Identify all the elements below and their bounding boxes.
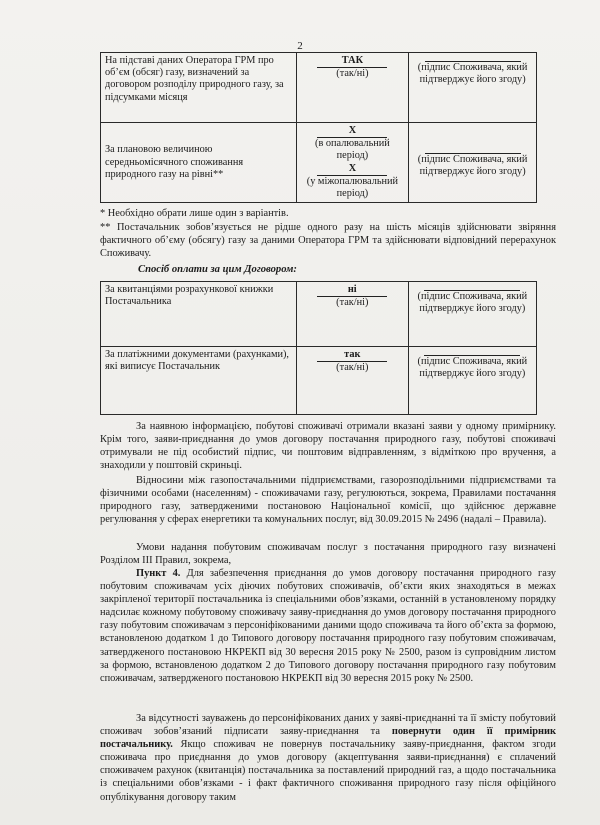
acceptance-text-continued: Якщо споживач не повернув постачальнику заяву-приєднання, фактом згоди споживача про приєднання до умов договору (акцептування заяви-приєднання) є сплачений споживачем рахунок (квитанція) постачальника за поставлений природний газ, а щодо постачальника із спеціальними обов’язками - і факт фактичного споживання природного газу після офіційного опублікування договору таким [100, 739, 556, 803]
table-row [101, 347, 537, 415]
answer-value: ТАК [317, 55, 387, 68]
paragraph-clause-4 [100, 567, 556, 685]
clause-number: Пункт 4. [136, 568, 181, 579]
answer-cell [296, 53, 409, 123]
acceptance-text: За відсутності зауважень до персоніфікованих даних у заяві-приєднанні та її змісту побутовий споживач зобов’язаний підписати заяву-приєднання та [100, 713, 556, 738]
paragraph-conditions: Умови надання побутовим споживачам послуг з постачання природного газу визначені Розділом ІІІ Правил, зокрема, [100, 542, 556, 567]
answer-hint: (в опалювальний період) [315, 138, 390, 162]
option-label: За квитанціями розрахункової книжки Постачальника [101, 282, 297, 347]
footnote-1: * Необхідно обрати лише один з варіантів. [100, 208, 289, 219]
payment-method-table [100, 281, 537, 415]
signature-hint: (підпис Споживача, який підтверджує його згоду) [417, 62, 528, 86]
answer-hint: (так/ні) [336, 68, 369, 80]
signature-hint: (підпис Споживача, який підтверджує його згоду) [417, 356, 528, 380]
answer-cell [296, 347, 408, 415]
table-row [101, 53, 537, 123]
payment-heading: Спосіб оплати за цим Договором: [138, 264, 297, 275]
option-label: На підставі даних Оператора ГРМ про об’єм (обсяг) газу, визначений за договором розподілу природного газу, за підсумками місяця [101, 53, 297, 123]
answer-value: Х [317, 163, 387, 176]
option-label: За плановою величиною середньомісячного споживання природного газу на рівні** [101, 123, 297, 203]
answer-value: ні [317, 284, 387, 297]
signature-cell [408, 282, 536, 347]
signature-cell [409, 123, 537, 203]
footnote-2: ** Постачальник зобов’язується не рідше одного разу на шість місяців здійснювати звіряння фактичного об’єму (обсягу) газу за даними Оператора ГРМ та здійснювати відповідний перерахунок Споживачу. [100, 222, 556, 260]
paragraph-delivery: За наявною інформацією, побутові споживачі отримали вказані заяви у одному примірнику. Крім того, заяви-приєднання до умов договору постачання природного газу, побутові споживачі отримували не під особистий підпис, чи поштовим відправленням, з відміткою про вручення, а знаходили у поштовій скриньці. [100, 421, 556, 472]
answer-value: так [317, 349, 387, 362]
answer-hint: (так/ні) [336, 362, 369, 374]
signature-cell [409, 53, 537, 123]
answer-cell [296, 282, 408, 347]
answer-value: Х [317, 125, 387, 138]
signature-hint: (підпис Споживача, який підтверджує його згоду) [417, 153, 528, 178]
answer-hint: (так/ні) [336, 297, 369, 309]
answer-cell [296, 123, 409, 203]
billing-method-table [100, 52, 537, 203]
answer-hint: (у міжопалювальний період) [306, 175, 399, 200]
page-number: 2 [297, 40, 303, 52]
acceptance-emphasis: повернути один її примірник постачальнику. [100, 726, 556, 751]
table-row [101, 123, 537, 203]
paragraph-acceptance [100, 712, 556, 804]
paragraph-regulation: Відносини між газопостачальними підприємствами, газорозподільними підприємствами та фізичними особами (населенням) - споживачами газу, регулюються, зокрема, Правилами постачання природного газу, затвердженими постановою Національної комісії, що здійснює державне регулювання у сферах енергетики та комунальних послуг, від 30.09.2015 № 2496 (надалі – Правила). [100, 475, 556, 526]
table-row [101, 282, 537, 347]
signature-cell [408, 347, 536, 415]
clause-text: Для забезпечення приєднання до умов договору постачання природного газу побутовим споживачам усіх діючих побутових споживачів, об’єкти яких знаходяться в межах закріпленої території постачальника із спеціальними обов’язками, останній в установленому порядку надсилає кожному побутовому споживачу заяву-приєднання до умов договору постачання природного газу побутовим споживачам з персоніфікованими даними щодо споживача та його об’єкта за формою, встановленою додатком 1 до Типового договору постачання природного газу побутовим споживачам, затвердженого постановою НКРЕКП від 30 вересня 2015 року № 2500, разом із супровідним листом за формою, встановленою додатком 2 до Типового договору постачання природного газу побутовим споживачам, затвердженого постановою НКРЕКП від 30 вересня 2015 року № 2500. [100, 568, 556, 684]
option-label: За платіжними документами (рахунками), які виписує Постачальник [101, 347, 297, 415]
signature-hint: (підпис Споживача, який підтверджує його згоду) [417, 291, 528, 315]
